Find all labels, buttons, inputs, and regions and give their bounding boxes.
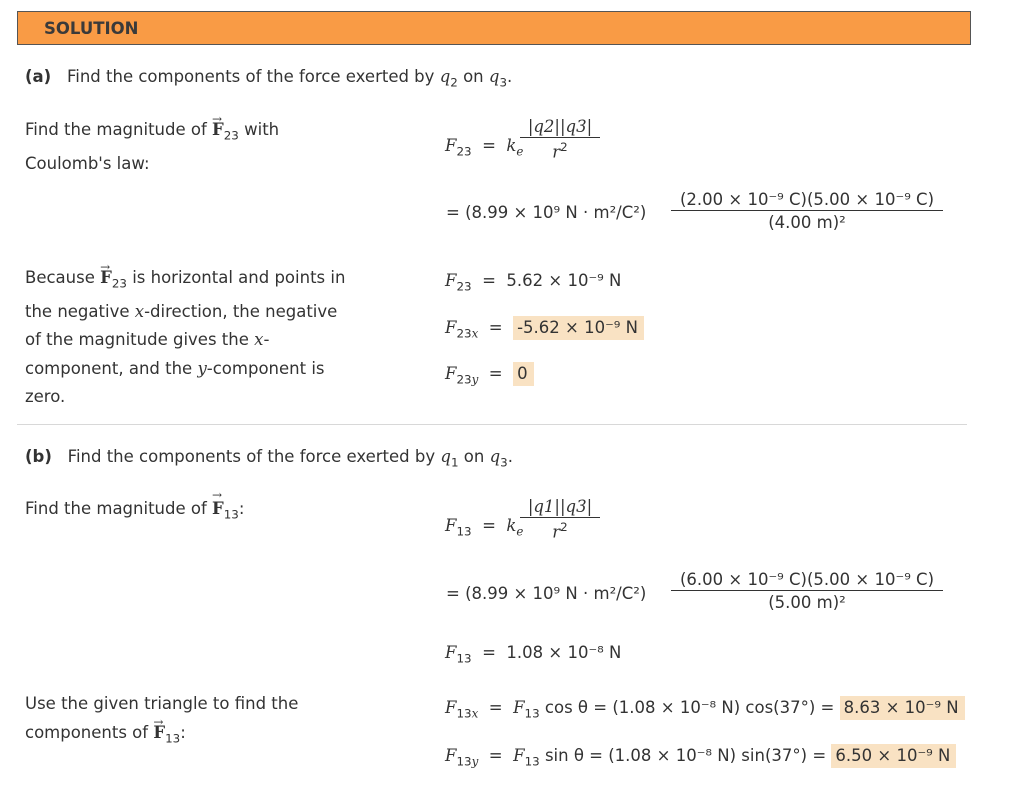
solution-title: SOLUTION xyxy=(44,19,139,38)
coulomb-fraction-a: |q2||q3| $r^2$ xyxy=(520,117,600,162)
f23x-equation: $F_{23x} = -5.62 \times 10^{-9}$ N xyxy=(445,318,644,340)
coulomb-equation-a: $F_{23} = k_e$ xyxy=(445,136,524,159)
result-f23: $F_{23} = 5.62 \times 10^{-9}$ N xyxy=(445,271,622,294)
substitution-fraction-a: (2.00 × 10⁻⁹ C)(5.00 × 10⁻⁹ C) (4.00 m)² xyxy=(671,190,943,232)
part-a-heading: (a) Find the components of the force exerted by $q_2$ on $q_3$. xyxy=(25,67,513,90)
f23y-equation: $F_{23y} = 0$ xyxy=(445,364,534,386)
f13y-equation: $F_{13y} = F_{13}$ sin θ = (1.08 × 10⁻⁸ N) sin(37°) = 6.50 × 10⁻⁹ N xyxy=(445,746,956,768)
part-a-step1-text: Find the magnitude of → $F_{23}$ with Coulomb's law: xyxy=(25,116,279,178)
f23y-answer: 0 xyxy=(513,362,534,386)
f13y-answer: 6.50 × 10⁻⁹ N xyxy=(831,744,956,768)
result-f13: $F_{13} = 1.08 \times 10^{-8}$ N xyxy=(445,643,622,666)
solution-banner xyxy=(17,11,971,45)
part-a-step2-text: Because → $F_{23}$ is horizontal and points in the negative x-direction, the negative of the magnitude gives the x- component, and the y-component is zero. xyxy=(25,264,345,412)
f23x-answer: -5.62 × 10⁻⁹ N xyxy=(513,316,644,340)
force-vector-symbol: → F xyxy=(212,116,224,145)
f13x-answer: 8.63 × 10⁻⁹ N xyxy=(840,696,965,720)
f13x-equation: $F_{13x} = F_{13}$ cos θ = (1.08 × 10⁻⁸ N) cos(37°) = 8.63 × 10⁻⁹ N xyxy=(445,698,965,720)
section-divider xyxy=(17,424,967,425)
part-b-step2-text: Use the given triangle to find the components of → $F_{13}$: xyxy=(25,690,298,752)
substitution-fraction-b: (6.00 × 10⁻⁹ C)(5.00 × 10⁻⁹ C) (5.00 m)² xyxy=(671,570,943,612)
coulomb-fraction-b: |q1||q3| $r^2$ xyxy=(520,497,600,542)
substitution-a: = (8.99 × 10⁹ N · m²/C²) xyxy=(446,203,647,222)
part-b-heading: (b) Find the components of the force exerted by $q_1$ on $q_3$. xyxy=(25,447,513,470)
substitution-b: = (8.99 × 10⁹ N · m²/C²) xyxy=(446,584,647,603)
part-b-step1-text: Find the magnitude of → $F_{13}$: xyxy=(25,499,244,521)
coulomb-equation-b: $F_{13} = k_e$ xyxy=(445,516,524,539)
